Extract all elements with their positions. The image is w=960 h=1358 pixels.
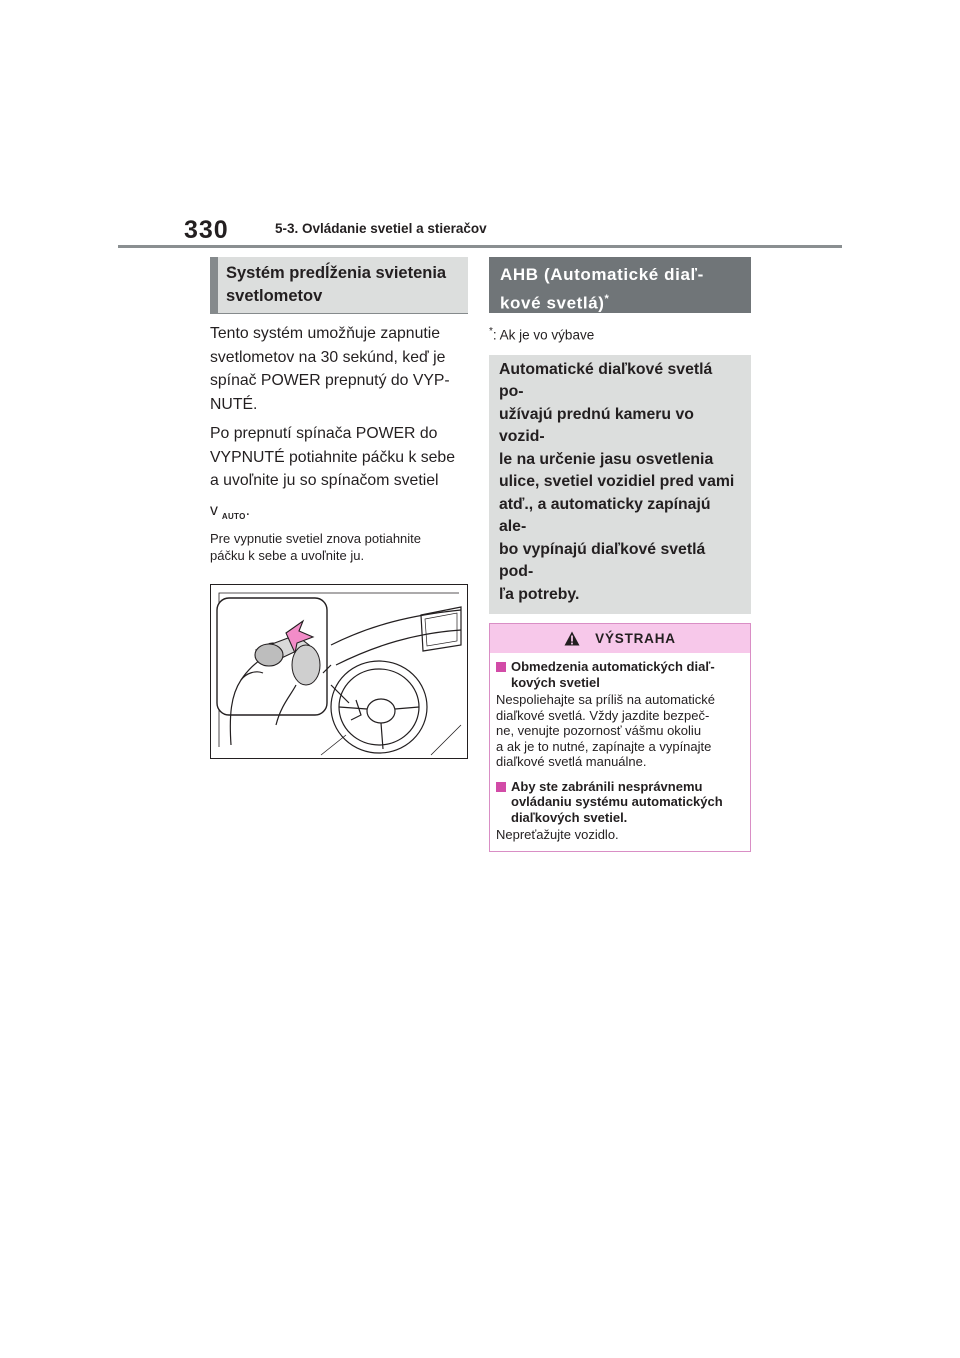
- warning-item-2: [496, 779, 744, 826]
- extension-heading-line: Systém predĺženia svietenia: [226, 264, 447, 282]
- label-line: Obmedzenia automatických diaľ-: [511, 659, 715, 674]
- label-line: Aby ste zabránili nesprávnemu: [511, 778, 703, 794]
- summary-line: ulice, svetiel vozidiel pred vami: [499, 473, 735, 490]
- label-line: diaľkových svetiel.: [511, 809, 628, 825]
- ahb-heading: [489, 257, 751, 313]
- text-line: NUTÉ.: [210, 395, 258, 413]
- footnote-asterisk: *: [489, 326, 493, 337]
- warning-triangle-icon: [564, 631, 580, 646]
- page-number: 330: [184, 216, 229, 244]
- summary-line: bo vypínajú diaľkové svetlá pod-: [499, 540, 706, 580]
- extension-paragraph-3: [210, 499, 468, 523]
- text-line: a ak je to nutné, zapínajte a vypínajte: [496, 738, 712, 754]
- warning-header: [490, 624, 750, 653]
- warning-title: VÝSTRAHA: [595, 631, 676, 646]
- extension-paragraph-2: [210, 422, 468, 493]
- warning-box: [489, 623, 751, 852]
- text-suffix: .: [245, 501, 251, 519]
- label-line: kových svetiel: [511, 674, 600, 690]
- summary-line: le na určenie jasu osvetlenia: [499, 450, 714, 468]
- lever-illustration: [210, 584, 468, 759]
- summary-line: Automatické diaľkové svetlá po-: [499, 360, 713, 400]
- text-line: ne, venujte pozornosť vášmu okoliu: [496, 723, 702, 738]
- pink-square-bullet-icon: [496, 782, 506, 792]
- availability-footnote: [489, 324, 751, 344]
- warning-item-text: [496, 692, 744, 770]
- availability-asterisk: *: [604, 293, 610, 305]
- auto-position-symbol: AUTO: [221, 512, 246, 521]
- extension-heading-line: svetlometov: [226, 287, 323, 305]
- text-line: diaľkové svetlá manuálne.: [496, 754, 647, 769]
- summary-line: atď., a automaticky zapínajú ale-: [499, 495, 711, 535]
- ahb-heading-line: [500, 287, 740, 316]
- ahb-heading-text: kové svetlá): [500, 293, 605, 313]
- warning-item-text: [496, 827, 744, 843]
- footnote-text: : Ak je vo výbave: [492, 327, 595, 343]
- text-line: Po prepnutí spínača POWER do: [210, 425, 438, 442]
- pink-square-bullet-icon: [496, 662, 506, 672]
- note-line: Pre vypnutie svetiel znova potiahnite: [210, 531, 422, 546]
- right-column: [489, 257, 751, 852]
- dashboard-lever-drawing: [211, 585, 467, 758]
- text-line: Tento systém umožňuje zapnutie: [210, 325, 441, 342]
- page-header: [118, 212, 842, 248]
- text-line: svetlometov na 30 sekúnd, keď je: [210, 348, 446, 366]
- text-line: spínač POWER prepnutý do VYP-: [210, 372, 450, 389]
- label-line: ovládaniu systému automatických: [511, 794, 723, 809]
- text-line: diaľkové svetlá. Vždy jazdite bezpeč-: [496, 707, 710, 723]
- extension-heading-wrapper: [210, 257, 468, 314]
- summary-line: ľa potreby.: [499, 585, 580, 603]
- text-line: a uvoľnite ju so spínačom svetiel: [210, 472, 439, 489]
- extension-note: [210, 530, 468, 564]
- text-line: VYPNUTÉ potiahnite páčku k sebe: [210, 448, 455, 466]
- extension-heading: [210, 257, 468, 313]
- warning-item-label: [511, 779, 723, 826]
- warning-body: [490, 653, 750, 851]
- warning-item-1: [496, 659, 744, 690]
- text-line: Nespoliehajte sa príliš na automatické: [496, 692, 715, 707]
- ahb-heading-line: AHB (Automatické diaľ-: [500, 265, 704, 284]
- section-title: 5-3. Ovládanie svetiel a stieračov: [275, 221, 487, 236]
- left-column: [210, 257, 468, 759]
- note-line: páčku k sebe a uvoľnite ju.: [210, 548, 365, 563]
- ahb-summary: [489, 355, 751, 615]
- extension-paragraph-1: [210, 322, 468, 416]
- text-line: Nepreťažujte vozidlo.: [496, 827, 619, 842]
- warning-item-label: [511, 659, 715, 690]
- summary-line: užívajú prednú kameru vo vozid-: [499, 405, 694, 445]
- text-prefix: v: [210, 501, 218, 519]
